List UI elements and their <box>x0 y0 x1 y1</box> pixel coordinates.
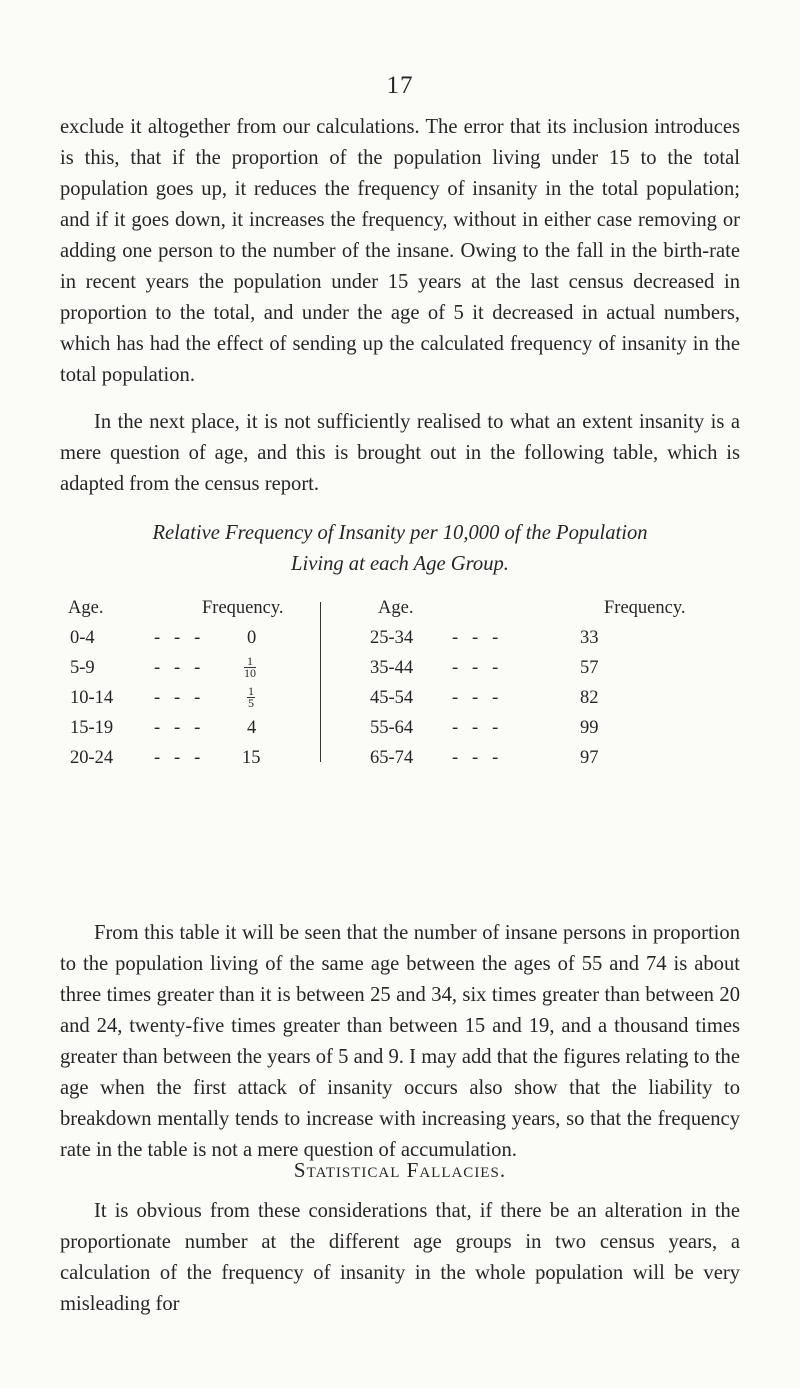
page-number: 17 <box>386 72 414 99</box>
right-age-cell: 35-44 <box>370 658 414 678</box>
right-frequency-cell: 57 <box>580 658 599 678</box>
right-age-cell: 65-74 <box>370 748 414 768</box>
paragraph-1: exclude it altogether from our calculations. The error that its inclusion introduces is this, that if the proportion of the population living under 15 to the total population goes up, it reduces the frequency of insanity in the total population; and if it goes down, it increases the frequency, without in either case removing or adding one person to the number of the insane. Owing to the fall in the birth-rate in recent years the population under 15 years at the last census decreased in proportion to the total, and under the age of 5 it decreased in actual numbers, which has had the effect of sending up the calculated frequency of insanity in the total population. <box>60 116 740 386</box>
leader-dashes: - - - <box>154 628 201 648</box>
leader-dashes: - - - <box>452 718 499 738</box>
leader-dashes: - - - <box>452 658 499 678</box>
leader-dashes: - - - <box>452 688 499 708</box>
paragraph-2: In the next place, it is not sufficiently realised to what an extent insanity is a mere question of age, and this is brought out in the following table, which is adapted from the census report. <box>60 411 740 495</box>
header-age-right: Age. <box>378 598 414 618</box>
leader-dashes: - - - <box>154 688 201 708</box>
leader-dashes: - - - <box>452 628 499 648</box>
fraction-denominator: 5 <box>248 696 254 710</box>
column-divider <box>320 602 321 762</box>
table-title-line-2: Living at each Age Group. <box>291 553 509 575</box>
fraction-numerator: 1 <box>248 684 254 698</box>
frequency-table <box>60 592 740 774</box>
header-frequency-left: Frequency. <box>202 598 284 618</box>
leader-dashes: - - - <box>154 748 201 768</box>
leader-dashes: - - - <box>154 718 201 738</box>
fraction-denominator: 10 <box>244 666 256 680</box>
left-frequency-cell: 0 <box>247 628 257 648</box>
table-title-line-1: Relative Frequency of Insanity per 10,000 of the Population <box>152 522 648 544</box>
right-frequency-cell: 33 <box>580 628 599 648</box>
right-frequency-cell: 82 <box>580 688 599 708</box>
section-heading: Statistical Fallacies. <box>293 1158 507 1182</box>
right-age-cell: 25-34 <box>370 628 414 648</box>
left-age-cell: 0-4 <box>70 628 95 648</box>
left-age-cell: 15-19 <box>70 718 114 738</box>
left-age-cell: 5-9 <box>70 658 95 678</box>
left-age-cell: 10-14 <box>70 688 114 708</box>
left-frequency-fraction <box>247 686 255 709</box>
left-frequency-fraction <box>244 656 256 679</box>
right-age-cell: 55-64 <box>370 718 414 738</box>
fraction-numerator: 1 <box>244 656 256 668</box>
header-age-left: Age. <box>68 598 104 618</box>
right-frequency-cell: 99 <box>580 718 599 738</box>
right-frequency-cell: 97 <box>580 748 599 768</box>
header-frequency-right: Frequency. <box>604 598 686 618</box>
leader-dashes: - - - <box>154 658 201 678</box>
left-age-cell: 20-24 <box>70 748 114 768</box>
left-frequency-cell: 15 <box>242 748 261 768</box>
paragraph-4: It is obvious from these considerations that, if there be an alteration in the proportionate number at the different age groups in two census years, a calculation of the frequency of insanity in the whole population will be very misleading for <box>60 1200 740 1315</box>
right-age-cell: 45-54 <box>370 688 414 708</box>
paragraph-3: From this table it will be seen that the number of insane persons in proportion to the population living of the same age between the ages of 55 and 74 is about three times greater than it is between 25 and 34, six times greater than between 20 and 24, twenty-five times greater than between 15 and 19, and a thousand times greater than between the years of 5 and 9. I may add that the figures relating to the age when the first attack of insanity occurs also show that the liability to breakdown mentally tends to increase with increasing years, so that the frequency rate in the table is not a mere question of accumulation. <box>60 922 740 1161</box>
left-frequency-cell: 4 <box>247 718 257 738</box>
leader-dashes: - - - <box>452 748 499 768</box>
